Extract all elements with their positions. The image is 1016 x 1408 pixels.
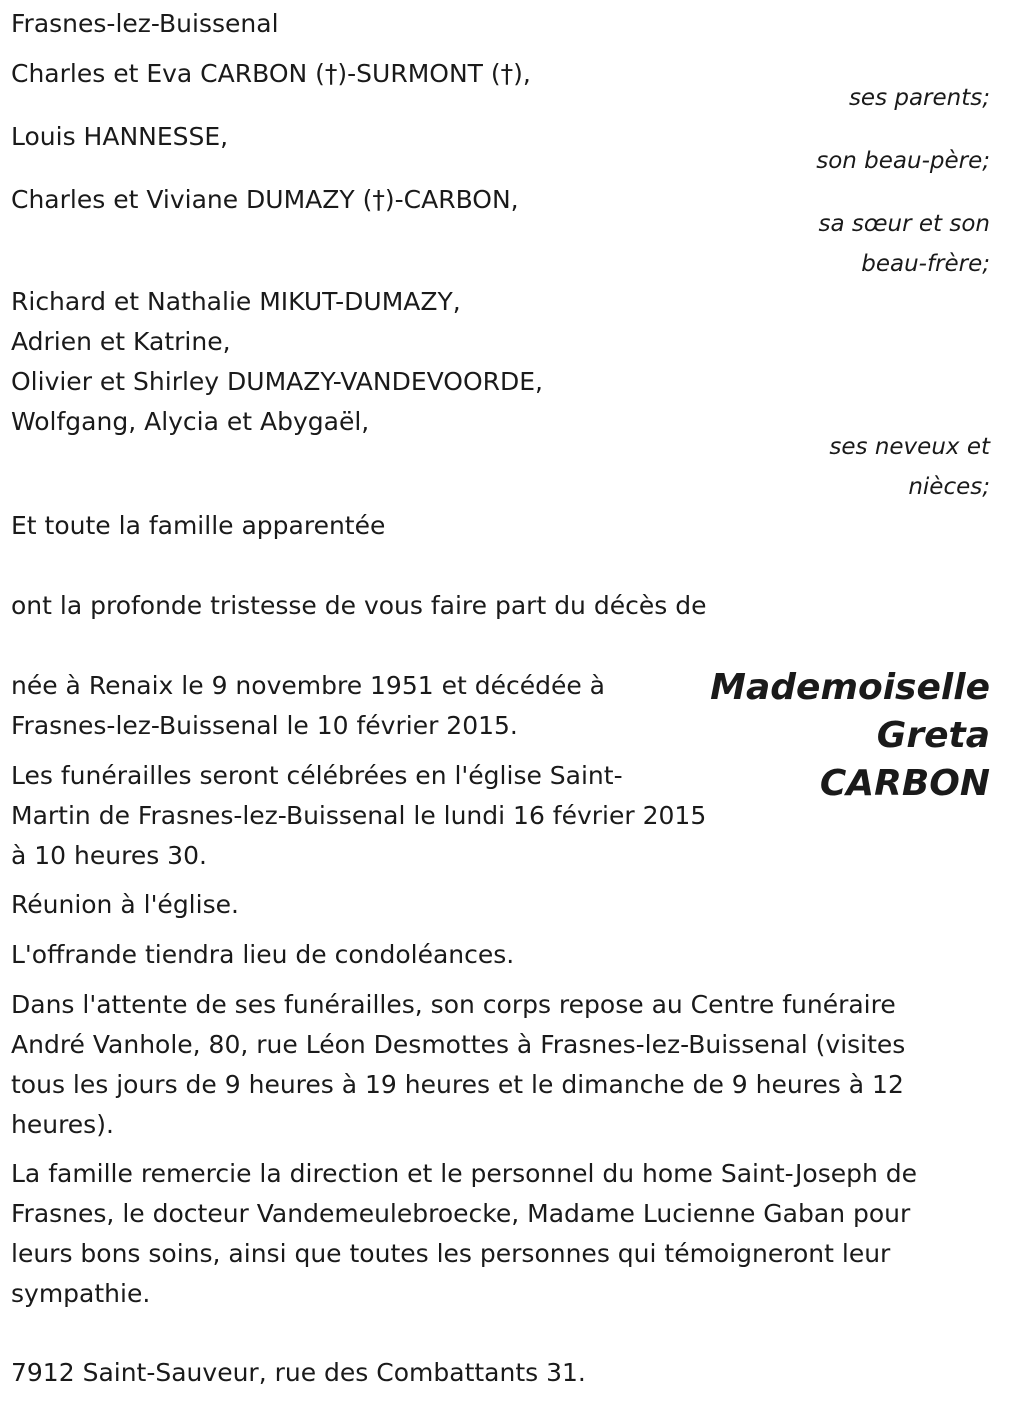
deceased-last-name: CARBON xyxy=(819,763,990,804)
sister-names: Charles et Viviane DUMAZY (†)-CARBON, xyxy=(11,185,519,214)
paragraph-line: Frasnes, le docteur Vandemeulebroecke, Madame Lucienne Gaban pour xyxy=(11,1199,911,1228)
paragraph-line: née à Renaix le 9 novembre 1951 et décédée à xyxy=(11,671,605,700)
deceased-first-name: Greta xyxy=(876,715,990,756)
deceased-name xyxy=(710,664,990,808)
stepfather-name: Louis HANNESSE, xyxy=(11,122,229,151)
announcement-text: ont la profonde tristesse de vous faire part du décès de xyxy=(11,591,707,620)
paragraph-line: Les funérailles seront célébrées en l'église Saint- xyxy=(11,761,623,790)
parents-names: Charles et Eva CARBON (†)-SURMONT (†), xyxy=(11,59,531,88)
paragraph-line: Frasnes-lez-Buissenal le 10 février 2015. xyxy=(11,711,518,740)
paragraph-line: Martin de Frasnes-lez-Buissenal le lundi 16 février 2015 xyxy=(11,801,707,830)
paragraph-line: La famille remercie la direction et le personnel du home Saint-Joseph de xyxy=(11,1159,918,1188)
nephew-line: Wolfgang, Alycia et Abygaël, xyxy=(11,407,370,436)
paragraph-line: à 10 heures 30. xyxy=(11,841,207,870)
town-heading: Frasnes-lez-Buissenal xyxy=(11,9,279,38)
deceased-title: Mademoiselle xyxy=(710,667,990,708)
paragraph-line: tous les jours de 9 heures à 19 heures et le dimanche de 9 heures à 12 xyxy=(11,1070,904,1099)
paragraph-line: heures). xyxy=(11,1110,114,1139)
thanks-paragraph xyxy=(11,1154,917,1314)
stepfather-role: son beau-père; xyxy=(816,148,990,174)
paragraph-line: Dans l'attente de ses funérailles, son corps repose au Centre funéraire xyxy=(11,990,896,1019)
nephew-line: Adrien et Katrine, xyxy=(11,327,231,356)
extended-family: Et toute la famille apparentée xyxy=(11,511,386,540)
visitation-paragraph xyxy=(11,985,905,1145)
nephew-line: Olivier et Shirley DUMAZY-VANDEVOORDE, xyxy=(11,367,543,396)
nephews-role-line-2: nièces; xyxy=(908,474,990,500)
sister-role-line-2: beau-frère; xyxy=(861,251,990,277)
birth-death-paragraph xyxy=(11,666,605,746)
nephew-line: Richard et Nathalie MIKUT-DUMAZY, xyxy=(11,287,461,316)
sister-role-line-1: sa sœur et son xyxy=(818,211,990,237)
paragraph-line: André Vanhole, 80, rue Léon Desmottes à Frasnes-lez-Buissenal (visites xyxy=(11,1030,906,1059)
paragraph-line: leurs bons soins, ainsi que toutes les personnes qui témoigneront leur xyxy=(11,1239,891,1268)
parents-role: ses parents; xyxy=(848,85,990,111)
offering-text: L'offrande tiendra lieu de condoléances. xyxy=(11,940,515,969)
funeral-paragraph xyxy=(11,756,706,876)
nephews-role-line-1: ses neveux et xyxy=(829,434,990,460)
address-text: 7912 Saint-Sauveur, rue des Combattants 31. xyxy=(11,1358,586,1387)
paragraph-line: sympathie. xyxy=(11,1279,151,1308)
meeting-text: Réunion à l'église. xyxy=(11,890,239,919)
